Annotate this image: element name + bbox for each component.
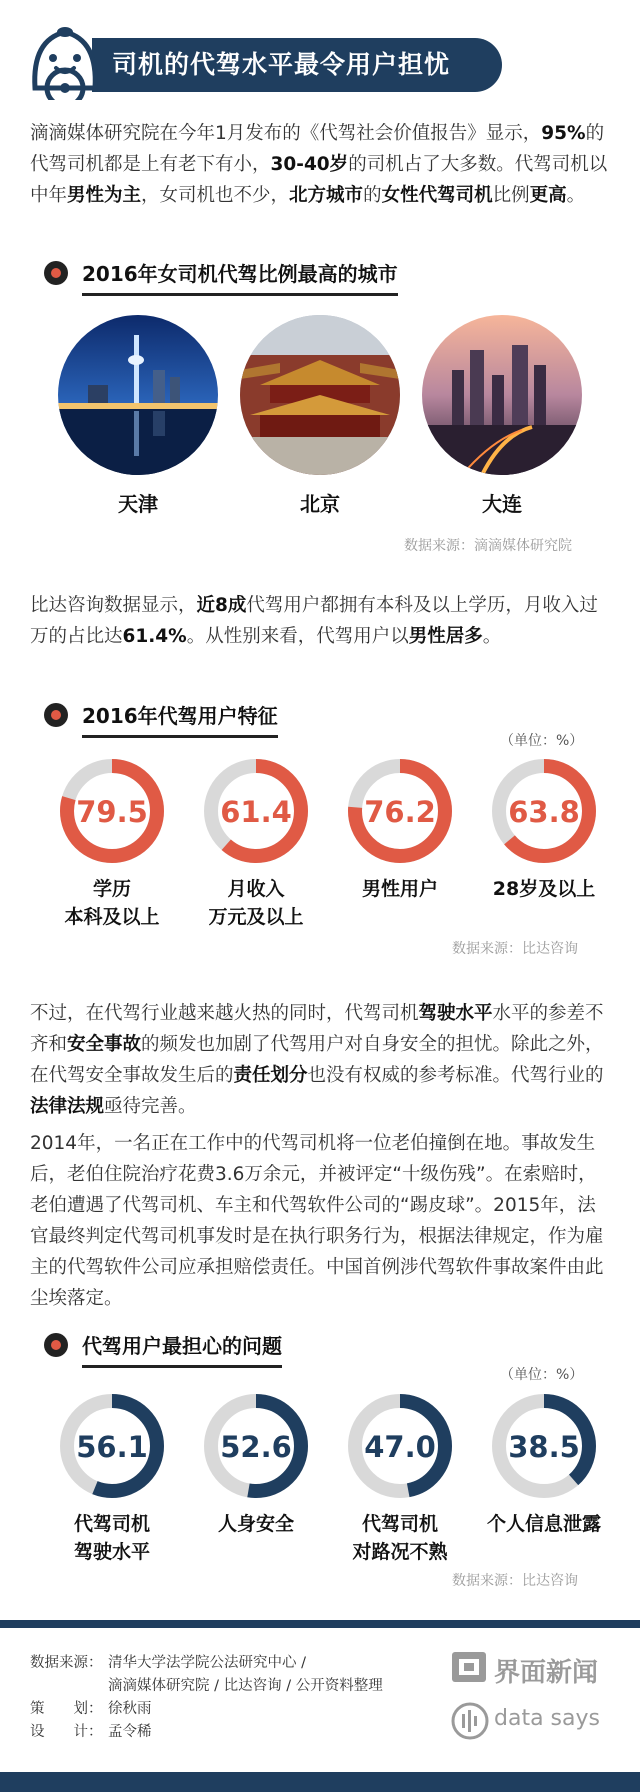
dalian-photo	[422, 315, 582, 475]
highlight-text: 61.4%	[122, 626, 187, 647]
brand-datasays: data says	[494, 1706, 600, 1731]
body-text: 。	[482, 626, 502, 647]
footer-divider	[0, 1620, 640, 1628]
body-text: 的频发也加剧了代驾用户对自身安全的担忧。除此之外，在代驾安全事故发生后的	[30, 1034, 604, 1086]
donut-chart-worries	[0, 1390, 640, 1570]
highlight-text: 驾驶水平	[418, 1003, 493, 1024]
highlight-text: 女性代驾司机	[381, 185, 493, 206]
body-text: 不过，在代驾行业越来越火热的同时，代驾司机	[30, 1003, 419, 1024]
source-worries: 数据来源：比达咨询	[452, 1573, 578, 1589]
highlight-text: 法律法规	[30, 1096, 105, 1117]
unit-label: （单位：%）	[500, 1367, 584, 1383]
unit-label: （单位：%）	[500, 733, 584, 749]
footer-design-name: 孟令稀	[108, 1724, 152, 1740]
highlight-text: 30-40岁	[270, 154, 349, 175]
highlight-text: 更高	[529, 185, 567, 206]
donut-label: 人身安全	[217, 1513, 295, 1535]
footer-source-line1: 清华大学法学院公法研究中心 /	[108, 1655, 306, 1671]
highlight-text: 近8成	[196, 595, 247, 616]
donut-label: 学历	[92, 878, 132, 900]
highlight-text: 安全事故	[67, 1034, 142, 1055]
brand-jiemian: 界面新闻	[494, 1658, 599, 1688]
footer-plan-label: 策 划：	[30, 1701, 103, 1717]
section-title-cities: 2016年女司机代驾比例最高的城市	[82, 258, 398, 296]
intro-paragraph	[30, 118, 612, 211]
donut-label: 代驾司机	[73, 1513, 151, 1535]
donut-chart-user-features	[0, 755, 640, 935]
highlight-text: 北方城市	[289, 185, 364, 206]
donut-label: 28岁及以上	[492, 878, 596, 900]
body-text: 比达咨询数据显示，	[30, 595, 197, 616]
section-bullet-icon	[44, 703, 68, 727]
donut-label: 男性用户	[361, 878, 439, 900]
donut-value: 61.4	[220, 795, 292, 829]
body-text: ，女司机也不少，	[141, 185, 290, 206]
donut-label: 代驾司机	[361, 1513, 439, 1535]
highlight-text: 男性居多	[408, 626, 483, 647]
donut-label: 驾驶水平	[73, 1541, 151, 1563]
body-text: 。	[566, 185, 586, 206]
donut-value: 52.6	[220, 1430, 292, 1464]
body-text: 比例	[492, 185, 530, 206]
highlight-text: 95%	[541, 123, 586, 144]
body-text: 水平的参差不齐和	[30, 1003, 604, 1055]
donut-label: 万元及以上	[208, 906, 304, 928]
body-text: 2014年，一名正在工作中的代驾司机将一位老伯撞倒在地。事故发生后，老伯住院治疗花费3.6万余元，并被评定“十级伤残”。在索赔时，老伯遭遇了代驾司机、车主和代驾软件公司的“踢皮球”。2015年，法官最终判定代驾司机事发时是在执行职务行为，根据法律规定，作为雇主的代驾软件公司应承担赔偿责任。中国首例涉代驾软件事故案件由此尘埃落定。	[30, 1133, 604, 1309]
section-bullet-icon	[44, 261, 68, 285]
section-bullet-icon	[44, 1333, 68, 1357]
footer-source-label: 数据来源：	[30, 1655, 103, 1671]
city-label-dalian: 大连	[482, 492, 522, 516]
donut-label: 本科及以上	[64, 906, 160, 928]
page-title: 司机的代驾水平最令用户担忧	[112, 50, 451, 79]
paragraph-concerns	[30, 998, 612, 1122]
footer-bottom-bar	[0, 1772, 640, 1792]
body-text: 滴滴媒体研究院在今年1月发布的《代驾社会价值报告》显示，	[30, 123, 542, 144]
body-text: 的代驾司机都是上有老下有小，	[30, 123, 605, 175]
donut-value: 76.2	[364, 795, 436, 829]
donut-value: 38.5	[508, 1430, 580, 1464]
paragraph-case	[30, 1128, 612, 1314]
highlight-text: 责任划分	[233, 1065, 308, 1086]
paragraph-users	[30, 590, 612, 652]
body-text: 。从性别来看，代驾用户以	[186, 626, 409, 647]
donut-label: 对路况不熟	[352, 1541, 448, 1563]
highlight-text: 男性为主	[67, 185, 142, 206]
tianjin-photo	[58, 315, 218, 475]
city-label-beijing: 北京	[300, 492, 340, 516]
body-text: 亟待完善。	[104, 1096, 197, 1117]
footer-plan-name: 徐秋雨	[108, 1701, 152, 1717]
donut-label: 个人信息泄露	[486, 1513, 602, 1535]
body-text: 的司机占了大多数。代驾司机以中年	[30, 154, 608, 206]
mascot-icon	[20, 10, 110, 100]
body-text: 的	[363, 185, 382, 206]
source-user-features: 数据来源：比达咨询	[452, 941, 578, 957]
donut-label: 月收入	[227, 878, 285, 900]
source-cities: 数据来源：滴滴媒体研究院	[404, 538, 572, 554]
footer-design-label: 设 计：	[30, 1724, 103, 1740]
footer-source-line2: 滴滴媒体研究院 / 比达咨询 / 公开资料整理	[108, 1678, 383, 1694]
section-title-user-features: 2016年代驾用户特征	[82, 700, 278, 738]
donut-value: 63.8	[508, 795, 580, 829]
donut-value: 56.1	[76, 1430, 148, 1464]
city-label-tianjin: 天津	[118, 492, 158, 516]
beijing-photo	[240, 315, 400, 475]
section-title-worries: 代驾用户最担心的问题	[82, 1330, 282, 1368]
body-text: 代驾用户都拥有本科及以上学历，月收入过万的占比达	[30, 595, 598, 647]
donut-value: 79.5	[76, 795, 148, 829]
body-text: 也没有权威的参考标准。代驾行业的	[307, 1065, 604, 1086]
donut-value: 47.0	[364, 1430, 436, 1464]
